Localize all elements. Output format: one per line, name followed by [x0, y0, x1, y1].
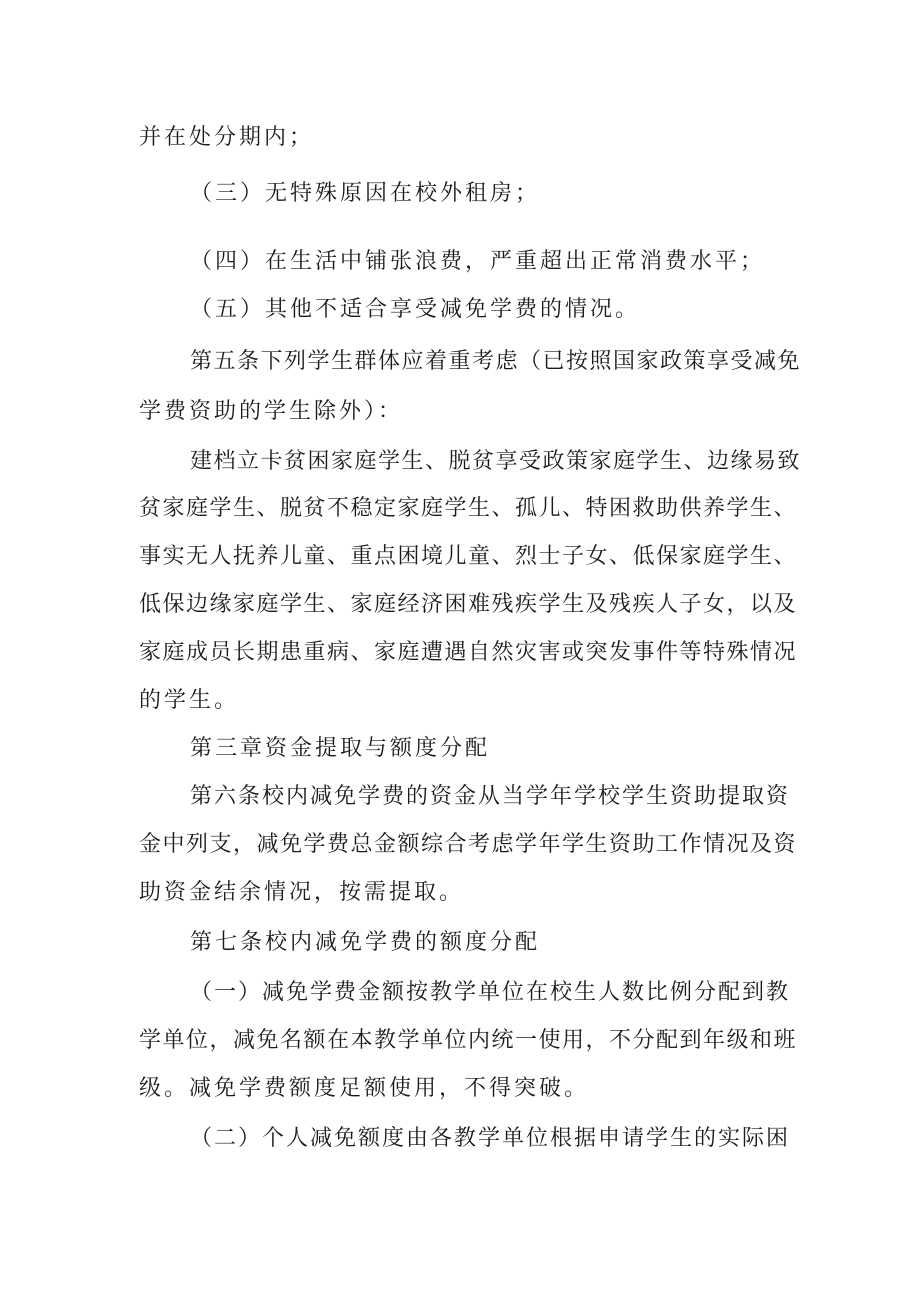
text-line: 第五条下列学生群体应着重考虑（已按照国家政策享受减免	[190, 349, 802, 374]
text-line: （三）无特殊原因在校外租房；	[190, 181, 541, 206]
text-line: 金中列支，减免学费总金额综合考虑学年学生资助工作情况及资	[139, 832, 798, 857]
text-line: 建档立卡贫困家庭学生、脱贫享受政策家庭学生、边缘易致	[190, 449, 802, 474]
text-line: 级。减免学费额度足额使用，不得突破。	[139, 1076, 590, 1101]
text-line: 并在处分期内；	[139, 125, 315, 150]
text-line: （四）在生活中铺张浪费，严重超出正常消费水平；	[190, 249, 766, 274]
text-line: 学费资助的学生除外）：	[139, 399, 404, 424]
text-line: 家庭成员长期患重病、家庭遭遇自然灾害或突发事件等特殊情况	[139, 640, 798, 665]
text-line: （一）减免学费金额按教学单位在校生人数比例分配到教	[190, 980, 791, 1005]
text-line: 的学生。	[139, 688, 240, 713]
text-line: 第六条校内减免学费的资金从当学年学校学生资助提取资	[190, 784, 791, 809]
text-line: 低保边缘家庭学生、家庭经济困难残疾学生及残疾人子女，以及	[139, 592, 798, 617]
text-line: 贫家庭学生、脱贫不稳定家庭学生、孤儿、特困救助供养学生、	[139, 496, 798, 521]
text-line: 学单位，减免名额在本教学单位内统一使用，不分配到年级和班	[139, 1028, 798, 1053]
text-line: 助资金结余情况，按需提取。	[139, 880, 465, 905]
text-line: （二）个人减免额度由各教学单位根据申请学生的实际困	[190, 1126, 791, 1151]
text-line: 事实无人抚养儿童、重点困境儿童、烈士子女、低保家庭学生、	[139, 544, 798, 569]
text-line: 第七条校内减免学费的额度分配	[190, 930, 541, 955]
chapter-heading: 第三章资金提取与额度分配	[190, 736, 491, 761]
text-line: （五）其他不适合享受减免学费的情况。	[190, 297, 641, 322]
